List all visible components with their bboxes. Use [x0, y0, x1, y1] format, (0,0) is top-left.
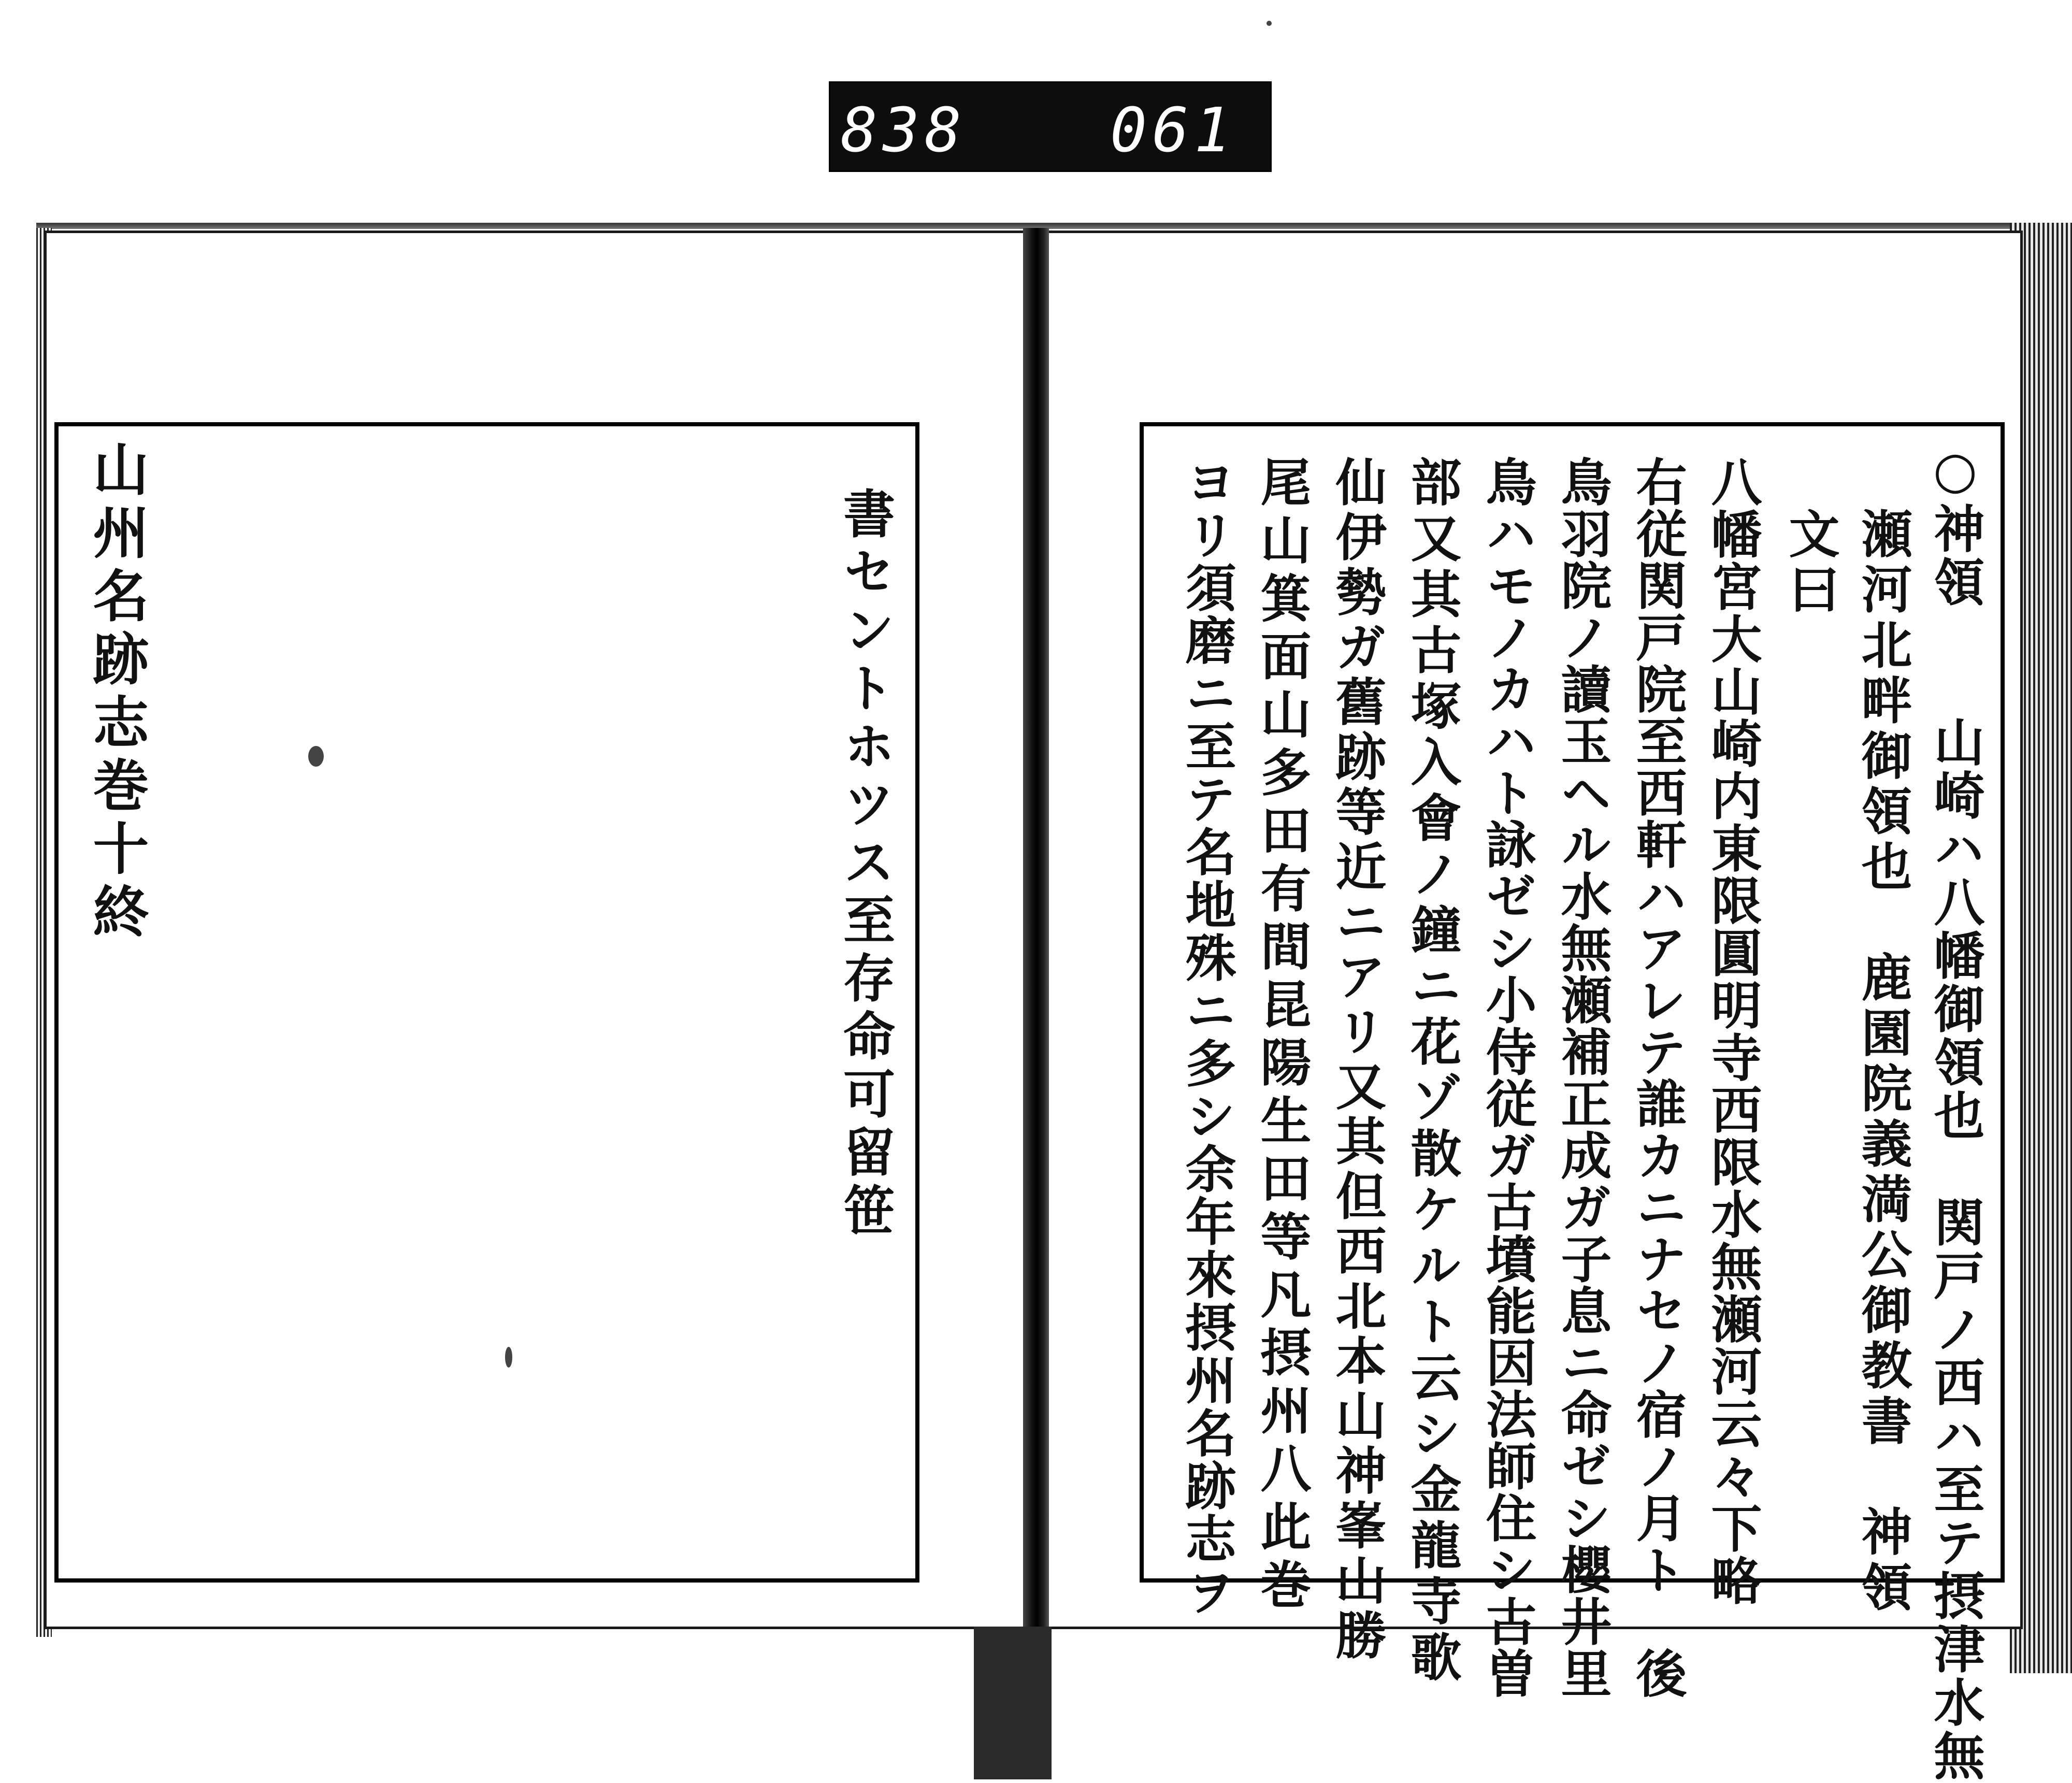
text-column-4: 八幡宮大山崎内東限圓明寺西限水無瀬河云々下略 — [1703, 456, 1762, 1607]
left-page-frame — [54, 422, 919, 1583]
closing-line: 書セントホツス至存命可留笹 — [834, 487, 896, 1241]
text-column-9: 仙伊勢ガ舊跡等近ニアリ又其但西北本山神峯山勝 — [1327, 456, 1387, 1664]
text-column-2: 瀬河北畔御領也 鹿園院義満公御教書 神領 — [1853, 508, 1912, 1616]
scan-label-left-number: 838 — [841, 94, 967, 166]
ink-speck — [505, 1347, 512, 1368]
ink-speck — [308, 746, 324, 767]
ink-speck — [1267, 21, 1272, 26]
text-column-6: 鳥羽院ノ讀玉ヘル水無瀬補正成ガ子息ニ命ゼシ櫻井里 — [1552, 456, 1612, 1699]
text-column-7: 鳥ハモノカハト詠ゼシ小侍従ガ古墳能因法師住シ古曽 — [1477, 456, 1537, 1699]
text-column-3: 文曰 — [1780, 508, 1840, 619]
colophon-title: 山州名跡志巻十終 — [83, 440, 149, 946]
gutter-shadow — [974, 1627, 1052, 1779]
scan-label — [829, 81, 1272, 172]
book-gutter — [1023, 228, 1049, 1779]
text-column-8: 部又其古塚入會ノ鐘ニ花ゾ散ケルト云シ金龍寺歌 — [1402, 456, 1462, 1687]
text-column-11: ヨリ須磨ニ至テ名地殊ニ多シ余年來摂州名跡志ヲ — [1177, 456, 1236, 1618]
text-column-5: 右従関戸院至西軒ハアレテ誰カニナセノ宿ノ月ト 後 — [1628, 456, 1687, 1699]
scan-label-right-number: 061 — [1110, 94, 1236, 166]
text-column-10: 尾山箕面山多田有間昆陽生田等凡摂州八此巻 — [1252, 456, 1312, 1616]
text-column-1: ○神領 山崎ハ八幡御領也 関戸ノ西ハ至テ摂津水無 — [1925, 440, 1985, 1783]
